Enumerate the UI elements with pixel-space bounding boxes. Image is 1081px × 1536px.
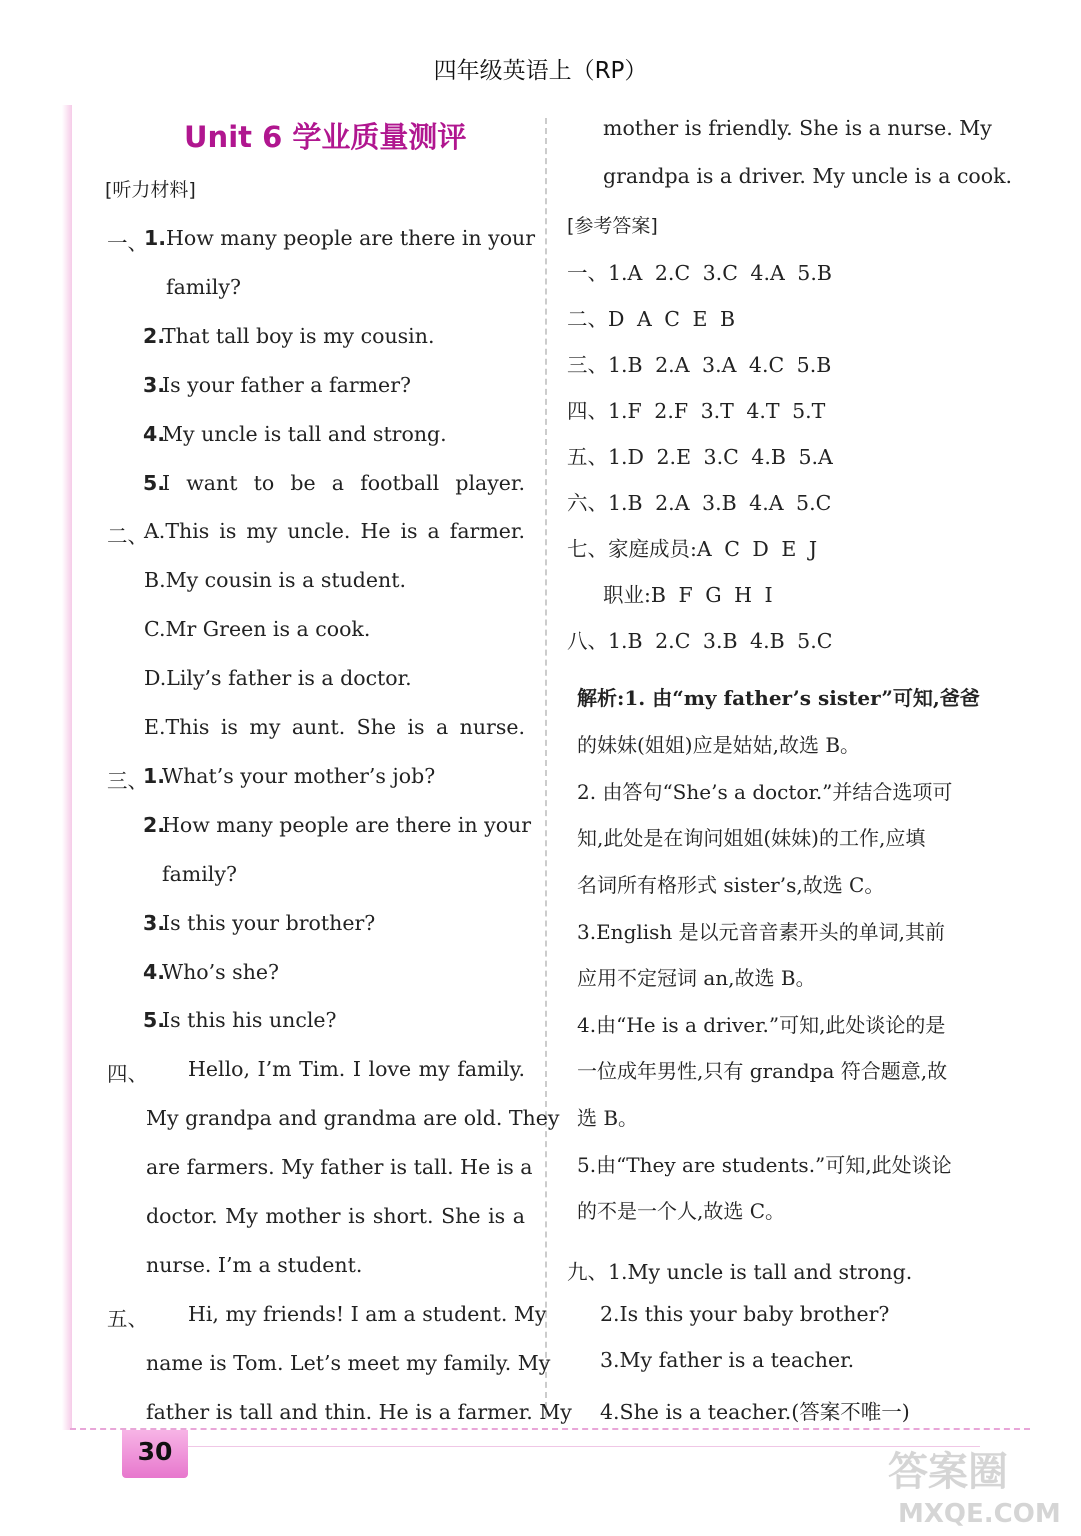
passage-line: Hello, I’m Tim. I love my family.	[188, 1057, 525, 1082]
list-line: Is your father a farmer?	[162, 372, 411, 397]
analysis-line: 知,此处是在询问姐姐(妹妹)的工作,应填	[577, 826, 926, 850]
answer-line: 八、1.B 2.C 3.B 4.B 5.C	[567, 629, 833, 653]
answer-sentence: 九、1.My uncle is tall and strong.	[567, 1260, 913, 1284]
page-number: 30	[137, 1437, 173, 1466]
list-line: D.Lily’s father is a doctor.	[144, 666, 412, 691]
passage-line: father is tall and thin. He is a farmer. My	[146, 1399, 572, 1424]
passage-line: nurse. I’m a student.	[146, 1252, 363, 1277]
passage-line: grandpa is a driver. My uncle is a cook.	[603, 164, 1013, 188]
analysis-line: 选 B。	[577, 1106, 639, 1130]
answer-sentence: 2.Is this your baby brother?	[600, 1301, 890, 1326]
unit-title: Unit 6 学业质量测评	[184, 120, 467, 154]
bottom-rule	[180, 1446, 980, 1447]
answer-line: 三、1.B 2.A 3.A 4.C 5.B	[567, 353, 832, 377]
analysis-line: 5.由“They are students.”可知,此处谈论	[577, 1153, 952, 1177]
list-line: A.This is my uncle. He is a farmer.	[144, 519, 525, 544]
answers-heading: [参考答案]	[567, 215, 658, 237]
section-marker: 二、	[107, 524, 148, 549]
analysis-line: 2. 由答句“She’s a doctor.”并结合选项可	[577, 780, 953, 804]
analysis-line: 的妹妹(姐姐)应是姑姑,故选 B。	[577, 733, 861, 757]
answer-sentence: 4.She is a teacher.(答案不唯一)	[600, 1399, 910, 1424]
list-line: family?	[166, 274, 241, 299]
svg-text:MXQE.COM: MXQE.COM	[898, 1499, 1061, 1529]
answer-line: 六、1.B 2.A 3.B 4.A 5.C	[567, 491, 832, 515]
item-number: 1.	[143, 763, 166, 788]
list-line: How many people are there in your	[166, 226, 536, 250]
listening-heading: [听力材料]	[105, 179, 196, 201]
item-number: 1.	[144, 226, 167, 250]
section-marker: 四、	[107, 1062, 148, 1087]
section-marker: 一、	[107, 231, 148, 255]
passage-line: My grandpa and grandma are old. They	[146, 1106, 560, 1131]
watermark-logo	[880, 1440, 1070, 1530]
item-number: 2.	[143, 323, 166, 348]
passage-line: doctor. My mother is short. She is a	[146, 1204, 525, 1228]
list-line: What’s your mother’s job?	[162, 763, 436, 788]
section-marker: 三、	[107, 768, 148, 793]
list-line: How many people are there in your	[162, 812, 532, 837]
analysis-line: 名词所有格形式 sister’s,故选 C。	[577, 873, 885, 897]
analysis-line: 3.English 是以元音音素开头的单词,其前	[577, 920, 946, 944]
column-divider	[545, 118, 547, 1418]
passage-line: name is Tom. Let’s meet my family. My	[146, 1350, 551, 1375]
list-line: Who’s she?	[162, 959, 280, 984]
item-number: 4.	[143, 421, 166, 446]
list-line: I want to be a football player.	[162, 470, 525, 495]
answer-line: 七、家庭成员:A C D E J	[567, 537, 818, 561]
list-line: Is this your brother?	[162, 910, 376, 935]
list-line: B.My cousin is a student.	[144, 568, 406, 593]
passage-line: mother is friendly. She is a nurse. My	[603, 116, 992, 140]
analysis-line: 一位成年男性,只有 grandpa 符合题意,故	[577, 1059, 948, 1083]
answer-line: 五、1.D 2.E 3.C 4.B 5.A	[567, 445, 833, 469]
page-header: 四年级英语上（RP）	[433, 58, 648, 84]
section-marker: 五、	[107, 1306, 148, 1331]
item-number: 4.	[143, 959, 166, 984]
item-number: 5.	[143, 470, 166, 495]
list-line: Is this his uncle?	[162, 1008, 337, 1033]
list-line: family?	[162, 861, 237, 886]
answer-line: 二、D A C E B	[567, 307, 736, 331]
left-margin-bar	[62, 105, 72, 1430]
svg-text:答案圈: 答案圈	[888, 1449, 1008, 1495]
answer-line: 职业:B F G H I	[603, 583, 773, 607]
answer-sentence: 3.My father is a teacher.	[600, 1348, 855, 1372]
analysis-line: 4.由“He is a driver.”可知,此处谈论的是	[577, 1013, 946, 1037]
passage-line: Hi, my friends! I am a student. My	[188, 1301, 547, 1326]
list-line: E.This is my aunt. She is a nurse.	[144, 715, 525, 739]
item-number: 3.	[143, 372, 166, 397]
item-number: 5.	[143, 1008, 166, 1033]
analysis-heading-line: 解析:1. 由“my father’s sister”可知,爸爸	[577, 686, 980, 710]
analysis-line: 的不是一个人,故选 C。	[577, 1199, 786, 1223]
passage-line: are farmers. My father is tall. He is a	[146, 1155, 533, 1180]
item-number: 3.	[143, 910, 166, 935]
answer-line: 一、1.A 2.C 3.C 4.A 5.B	[567, 261, 832, 285]
item-number: 2.	[143, 812, 166, 837]
list-line: C.Mr Green is a cook.	[144, 617, 371, 642]
bottom-divider	[70, 1428, 1030, 1430]
list-line: That tall boy is my cousin.	[162, 323, 435, 348]
list-line: My uncle is tall and strong.	[162, 421, 447, 446]
answer-line: 四、1.F 2.F 3.T 4.T 5.T	[567, 399, 826, 423]
analysis-line: 应用不定冠词 an,故选 B。	[577, 966, 816, 990]
